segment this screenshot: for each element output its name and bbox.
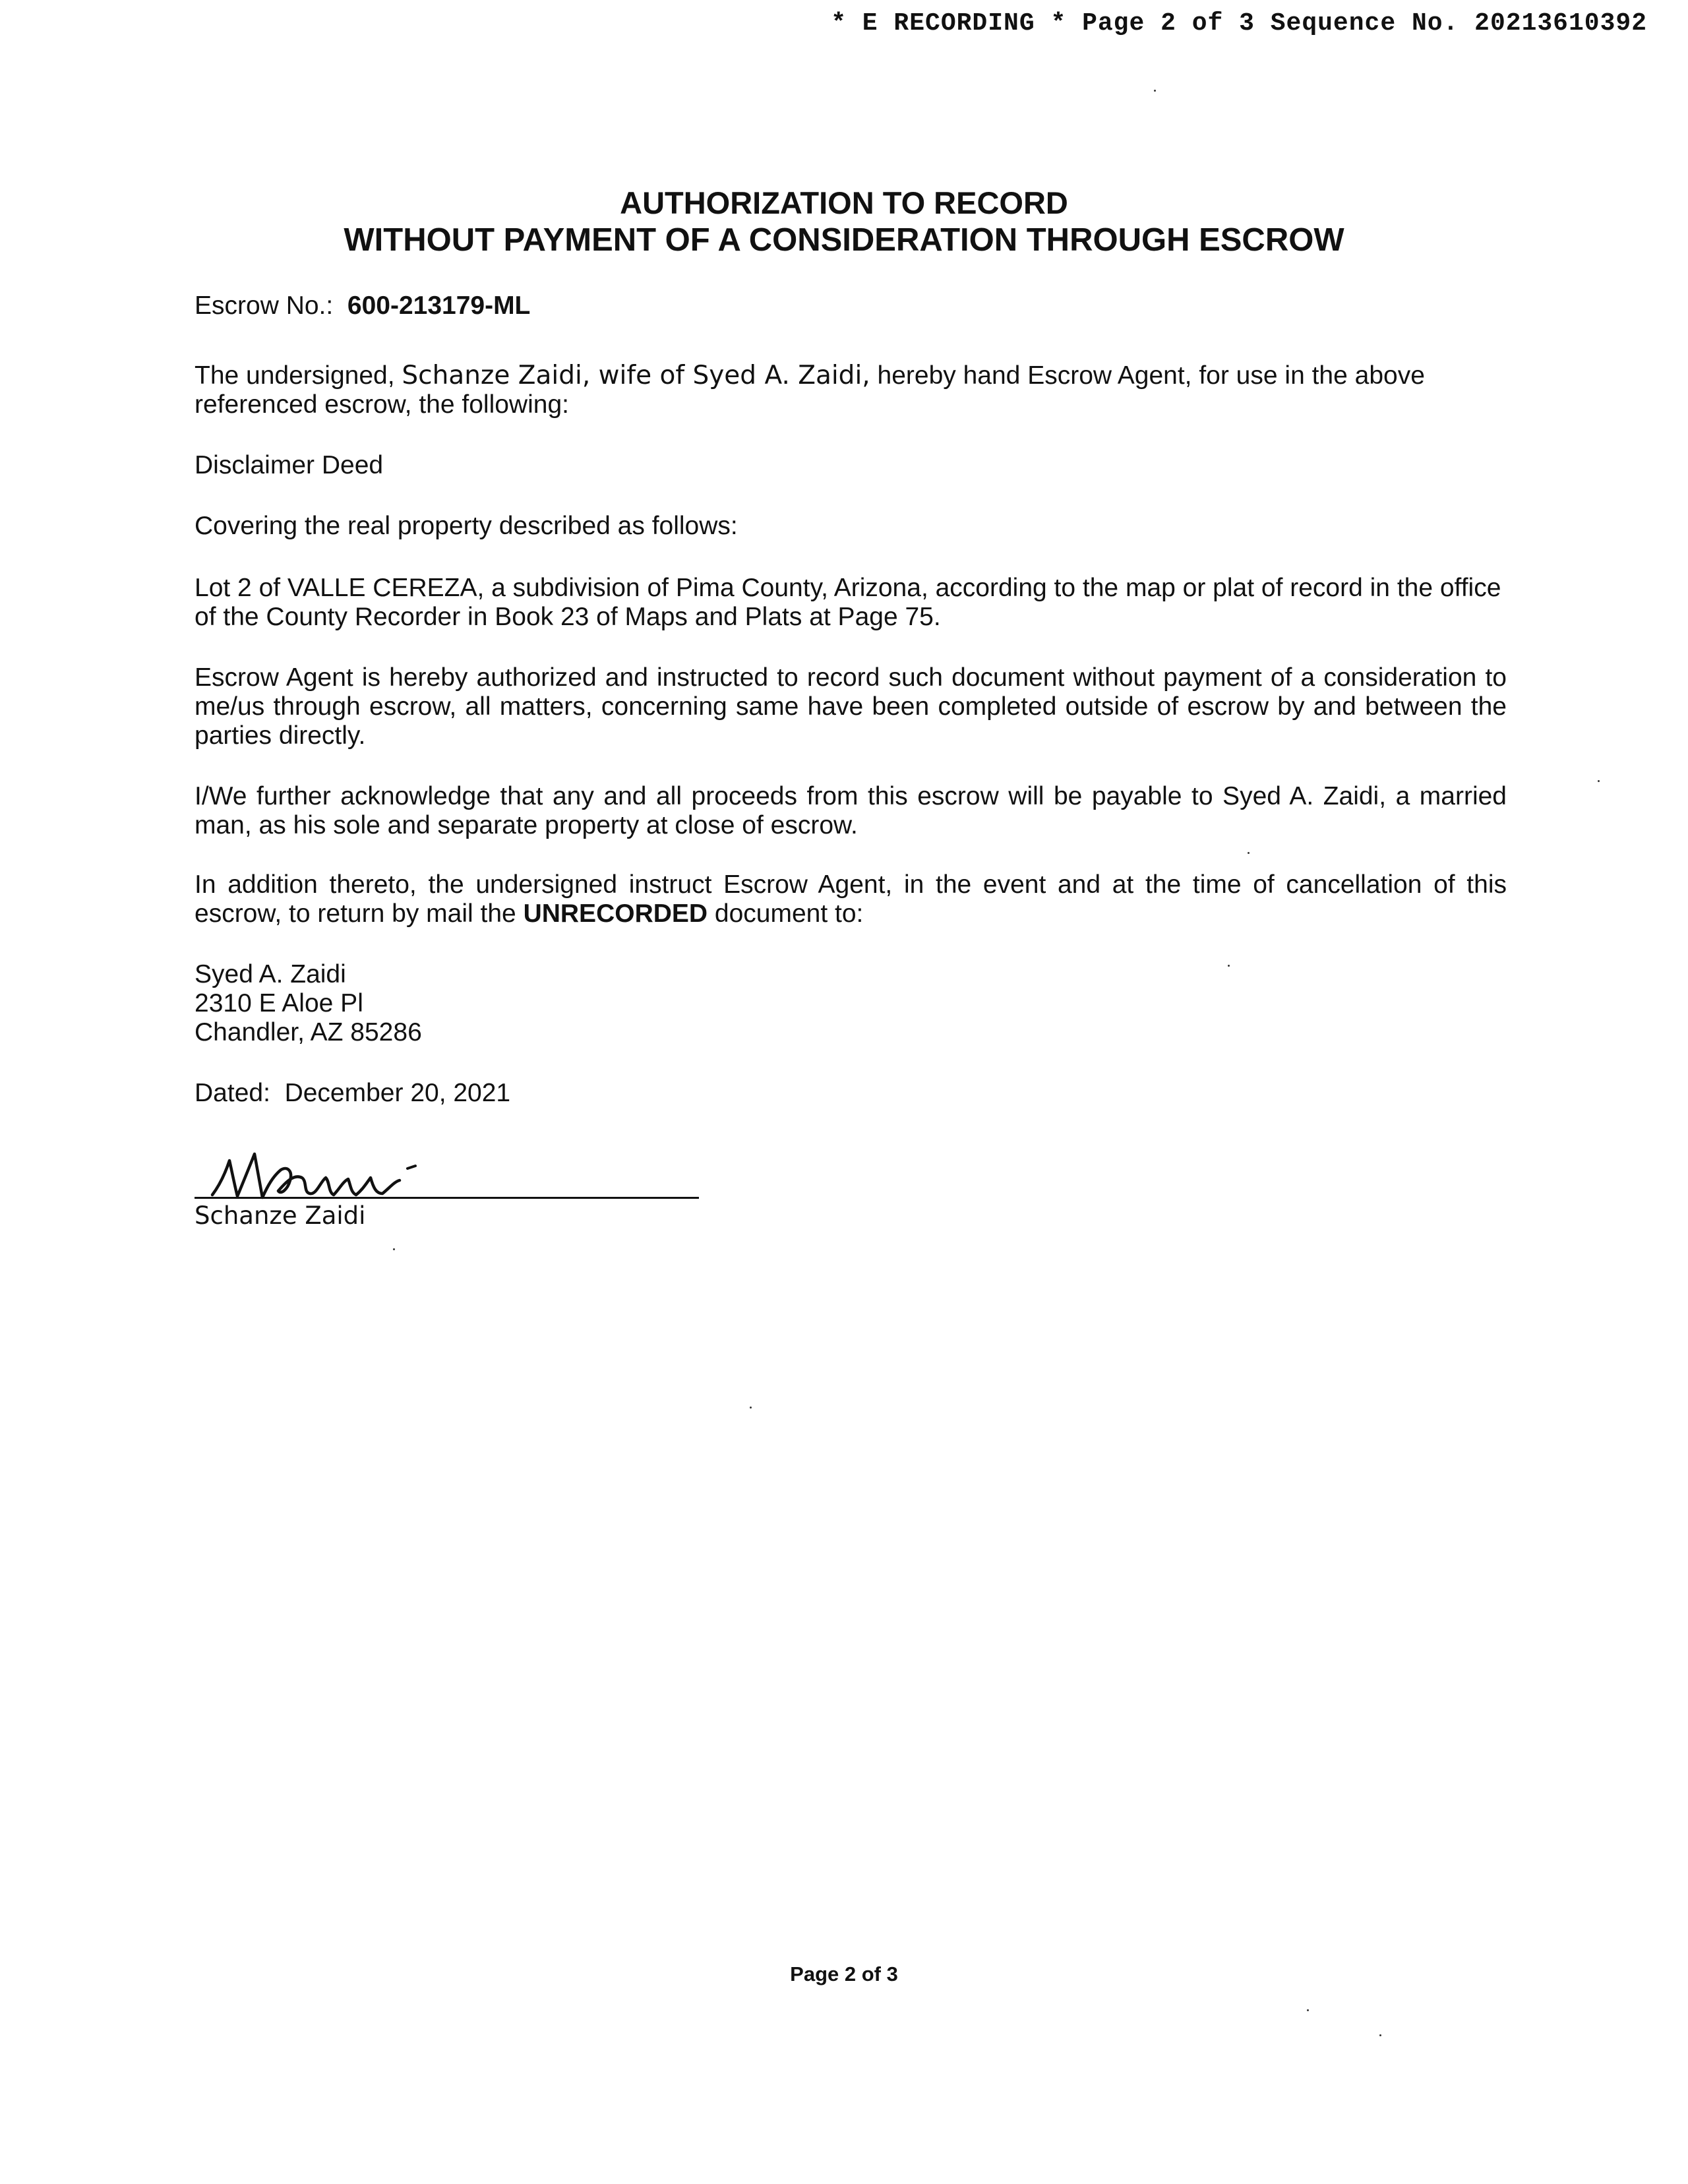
cancellation-before: In addition thereto, the undersigned instruct Escrow Agent, in the event and at the time of cancellation of this escrow, to return by mail the <box>195 870 1507 928</box>
scan-speck <box>1154 90 1156 92</box>
document-subtitle: WITHOUT PAYMENT OF A CONSIDERATION THROUGH ESCROW <box>344 222 1344 258</box>
covering-text: Covering the real property described as follows: <box>195 512 738 540</box>
return-address-city: Chandler, AZ 85286 <box>195 1018 422 1046</box>
signature-line <box>195 1197 699 1199</box>
escrow-number-line <box>195 291 1507 320</box>
document-type: Disclaimer Deed <box>195 451 384 479</box>
scan-speck <box>1228 965 1230 967</box>
dated-date: December 20, 2021 <box>284 1079 511 1107</box>
signer-printed-name: Schanze Zaidi <box>195 1201 366 1230</box>
cancellation-after: document to: <box>714 899 864 928</box>
cancellation-paragraph <box>195 870 1507 928</box>
acknowledgement-paragraph: I/We further acknowledge that any and all proceeds from this escrow will be payable to Syed A. Zaidi, a married man, as his sole and separate property at close of escrow. <box>195 782 1507 839</box>
scan-speck <box>1307 2009 1309 2011</box>
recording-header: * E RECORDING * Page 2 of 3 Sequence No. 20213610392 <box>831 9 1647 38</box>
intro-signer: Schanze Zaidi, wife of Syed A. Zaidi, <box>402 361 870 390</box>
page-number: Page 2 of 3 <box>790 1962 898 1986</box>
intro-after-signer: hereby hand Escrow Agent, for use in the above referenced escrow, the following: <box>195 361 1425 419</box>
escrow-label: Escrow No.: <box>195 291 334 320</box>
scan-speck <box>1598 780 1600 782</box>
escrow-number: 600-213179-ML <box>347 291 531 320</box>
return-address <box>195 960 1507 1047</box>
return-address-name: Syed A. Zaidi <box>195 960 346 988</box>
dated-line <box>195 1079 1507 1108</box>
dated-label: Dated: <box>195 1079 270 1107</box>
intro-paragraph <box>195 361 1507 419</box>
scan-speck <box>393 1248 395 1250</box>
document-title: AUTHORIZATION TO RECORD <box>620 185 1068 220</box>
legal-description: Lot 2 of VALLE CEREZA, a subdivision of Pima County, Arizona, according to the map or plat of record in the office of the County Recorder in Book 23 of Maps and Plats at Page 75. <box>195 574 1501 631</box>
return-address-street: 2310 E Aloe Pl <box>195 989 363 1017</box>
cancellation-bold: UNRECORDED <box>523 899 708 928</box>
scan-speck <box>750 1407 752 1409</box>
intro-before-signer: The undersigned, <box>195 361 395 390</box>
authorization-paragraph: Escrow Agent is hereby authorized and instructed to record such document without payment of a consideration to me/us through escrow, all matters, concerning same have been completed outside of escrow by and between the parties directly. <box>195 663 1507 750</box>
scan-speck <box>1248 852 1250 854</box>
scan-speck <box>1379 2034 1381 2036</box>
